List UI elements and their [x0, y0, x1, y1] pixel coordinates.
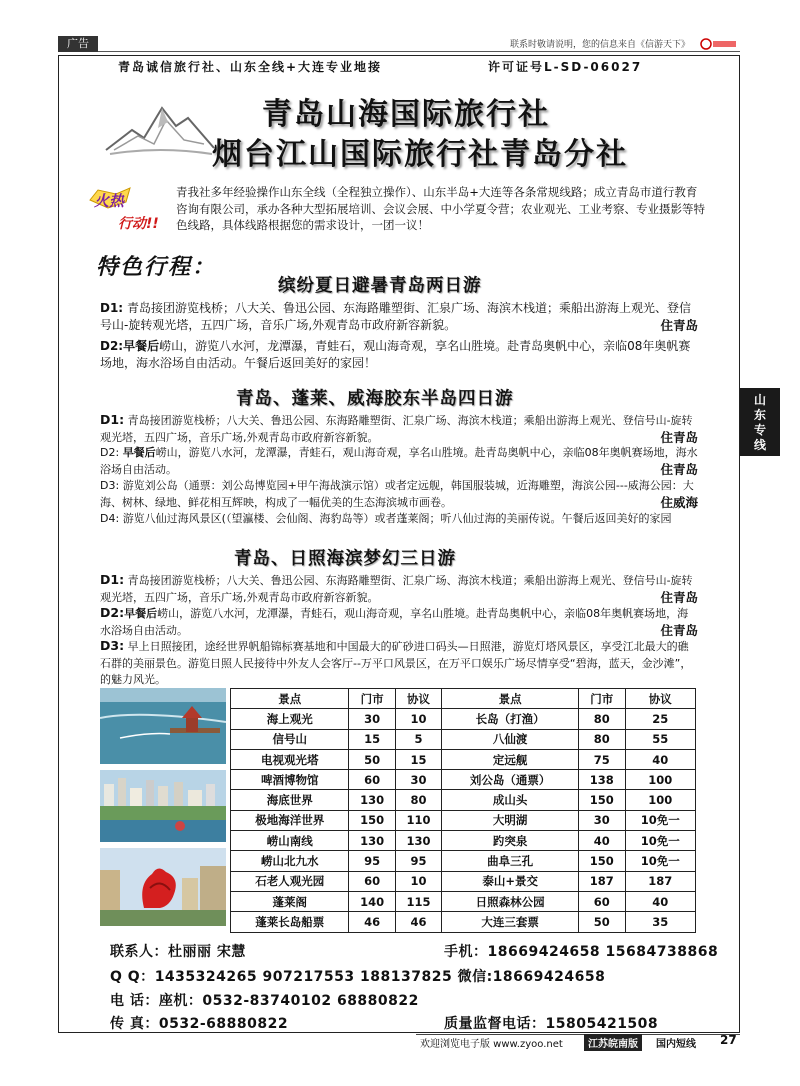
day-lead: 早餐后	[123, 339, 160, 353]
table-cell: 60	[579, 891, 625, 911]
table-cell: 130	[349, 831, 395, 851]
table-row	[231, 709, 696, 729]
table-cell: 80	[395, 790, 441, 810]
contact-hotline	[444, 1013, 658, 1033]
table-cell: 46	[395, 912, 441, 932]
day-text: 青岛接团游览栈桥；八大关、鲁迅公园、东海路雕塑街、汇泉广场、海滨木栈道；乘船出游海上观光、登信号山-旋转观光塔，五四广场，音乐广场,外观青岛市政府新容新貌。	[100, 414, 693, 444]
route3-day1	[100, 572, 698, 606]
table-cell: 30	[349, 709, 395, 729]
day-lead: 早餐后	[122, 446, 156, 459]
badge-top-text: 火热	[94, 192, 125, 210]
table-cell: 极地海洋世界	[231, 810, 349, 830]
day-label: D2:	[100, 339, 124, 353]
table-cell: 35	[625, 912, 695, 932]
table-cell: 15	[395, 749, 441, 769]
header-cell: 协议	[625, 689, 695, 709]
side-tab-char: 专	[753, 423, 766, 437]
table-cell: 25	[625, 709, 695, 729]
table-row	[231, 749, 696, 769]
table-cell: 蓬莱阁	[231, 891, 349, 911]
header-cell: 门市	[579, 689, 625, 709]
photo-column	[100, 688, 226, 926]
table-row	[231, 851, 696, 871]
table-cell: 150	[579, 790, 625, 810]
route-title-1: 缤纷夏日避暑青岛两日游	[278, 276, 482, 296]
route1-day2	[100, 338, 698, 373]
route2-day4	[100, 511, 698, 528]
table-cell: 日照森林公园	[442, 891, 579, 911]
table-cell: 八仙渡	[442, 729, 579, 749]
stay-location: 住青岛	[660, 429, 698, 445]
day-label: D2:	[100, 446, 120, 459]
may-fourth-square-photo	[100, 848, 226, 926]
table-cell: 40	[625, 891, 695, 911]
table-cell: 长岛（打渔）	[442, 709, 579, 729]
table-cell: 趵突泉	[442, 831, 579, 851]
contact-qq	[110, 966, 605, 986]
phone-label: 电 话：	[110, 993, 159, 1009]
table-cell: 150	[349, 810, 395, 830]
table-cell: 60	[349, 770, 395, 790]
table-row	[231, 912, 696, 932]
tagline: 青岛诚信旅行社、山东全线+大连专业地接	[118, 60, 383, 74]
table-cell: 10免一	[625, 831, 695, 851]
side-tab-char: 线	[753, 438, 766, 452]
table-cell: 115	[395, 891, 441, 911]
city-coast-photo	[100, 770, 226, 842]
stay-location: 住青岛	[660, 318, 698, 334]
qq-numbers: 1435324265 907217553 188137825 微信:18669424658	[154, 969, 606, 985]
table-cell: 崂山南线	[231, 831, 349, 851]
table-row	[231, 831, 696, 851]
day-label: D1:	[100, 572, 125, 587]
table-row	[231, 891, 696, 911]
route2-day2	[100, 445, 698, 478]
table-cell: 95	[349, 851, 395, 871]
route3-day2	[100, 605, 698, 639]
day-lead: 早餐后	[124, 607, 158, 620]
table-cell: 50	[579, 912, 625, 932]
table-cell: 泰山+景交	[442, 871, 579, 891]
table-cell: 100	[625, 770, 695, 790]
table-cell: 蓬莱长岛船票	[231, 912, 349, 932]
table-cell: 187	[625, 871, 695, 891]
side-tab-shandong	[740, 388, 780, 456]
table-cell: 50	[349, 749, 395, 769]
table-cell: 10	[395, 709, 441, 729]
price-table-body	[231, 709, 696, 932]
feature-heading: 特色行程：	[96, 255, 217, 280]
table-cell: 定远舰	[442, 749, 579, 769]
table-cell: 海底世界	[231, 790, 349, 810]
agency-intro: 青我社多年经验操作山东全线（全程独立操作）、山东半岛+大连等各条常规线路；成立青岛市道行教育咨询有限公司，承办各种大型拓展培训、会议会展、中小学夏令营；农业观光、工业考察、专业摄影等特色线路，具体线路根据您的需求设计，一团一议！	[176, 185, 705, 232]
mobile-label: 手机：	[444, 944, 488, 960]
table-cell: 10	[395, 871, 441, 891]
people-label: 联系人：	[110, 944, 168, 960]
table-cell: 95	[395, 851, 441, 871]
side-tab-char: 东	[753, 408, 766, 422]
header-cell: 景点	[442, 689, 579, 709]
license-number: 许可证号L-SD-06027	[488, 60, 643, 74]
day-text: 早上日照接团，途经世界帆船锦标赛基地和中国最大的矿砂进口码头—日照港，游览灯塔风景区，享受江北最大的礁石群的美丽景色。游览日照人民接待中外友人会客厅--万平口风景区，在万平口娱乐广场尽情享受“碧海，蓝天，金沙滩”，的魅力风光。	[100, 640, 692, 686]
route-title-3: 青岛、日照海滨梦幻三日游	[234, 549, 456, 569]
route2-day3	[100, 478, 698, 511]
table-cell: 10免一	[625, 810, 695, 830]
table-cell: 大明湖	[442, 810, 579, 830]
mountain-logo-icon	[104, 100, 216, 162]
table-cell: 55	[625, 729, 695, 749]
table-cell: 46	[349, 912, 395, 932]
table-cell: 80	[579, 729, 625, 749]
side-tab-char: 山	[753, 393, 766, 407]
day-label: D3:	[100, 479, 120, 492]
day-label: D1:	[100, 412, 125, 427]
table-cell: 40	[625, 749, 695, 769]
route-title-2: 青岛、蓬莱、威海胶东半岛四日游	[236, 389, 514, 409]
hotline-label: 质量监督电话：	[444, 1016, 546, 1032]
stay-location: 住青岛	[660, 589, 698, 605]
route3-day3	[100, 638, 698, 689]
table-cell: 海上观光	[231, 709, 349, 729]
qq-label: Q Q：	[110, 969, 155, 985]
price-table	[230, 688, 696, 933]
table-cell: 100	[625, 790, 695, 810]
route2-day1	[100, 412, 698, 446]
header-cell: 协议	[395, 689, 441, 709]
hotline-number: 15805421508	[545, 1016, 659, 1032]
day-text: 崂山，游览八水河，龙潭瀑，青蛙石，观山海奇观，享名山胜境。赴青岛奥帆中心，亲临08年奥帆赛场地，海水浴场自由活动。午餐后返回美好的家园！	[100, 339, 691, 371]
day-label: D3:	[100, 638, 125, 653]
contact-fax	[110, 1013, 288, 1033]
hot-action-badge	[86, 186, 176, 242]
table-cell: 15	[349, 729, 395, 749]
contact-phone	[110, 990, 419, 1010]
table-cell: 130	[395, 831, 441, 851]
fax-number: 0532-68880822	[158, 1016, 289, 1032]
table-cell: 130	[349, 790, 395, 810]
table-row	[231, 790, 696, 810]
table-row	[231, 770, 696, 790]
ad-label: 广告	[58, 36, 98, 52]
contact-people	[110, 941, 246, 961]
table-cell: 40	[579, 831, 625, 851]
table-cell: 60	[349, 871, 395, 891]
table-cell: 成山头	[442, 790, 579, 810]
table-header-row	[231, 689, 696, 709]
table-cell: 187	[579, 871, 625, 891]
table-cell: 75	[579, 749, 625, 769]
day-label: D1:	[100, 301, 124, 315]
route1-day1	[100, 300, 698, 335]
day-text: 崂山，游览八水河，龙潭瀑，青蛙石，观山海奇观，享名山胜境。赴青岛奥帆中心，亲临08年奥帆赛场地，海水浴场自由活动。	[100, 607, 689, 637]
stay-location: 住青岛	[660, 461, 698, 477]
table-cell: 刘公岛（通票）	[442, 770, 579, 790]
day-text: 青岛接团游览栈桥；八大关、鲁迅公园、东海路雕塑街、汇泉广场、海滨木栈道；乘船出游海上观光、登信号山-旋转观光塔，五四广场，音乐广场,外观青岛市政府新容新貌。	[100, 574, 693, 604]
people-names: 杜丽丽 宋慧	[168, 944, 246, 960]
table-cell: 大连三套票	[442, 912, 579, 932]
day-text: 游览八仙过海风景区(（望瀛楼、会仙阁、海豹岛等）或者蓬莱阁；听八仙过海的美丽传说。午餐后返回美好的家园	[122, 512, 672, 525]
table-cell: 80	[579, 709, 625, 729]
page-number: 27	[720, 1033, 737, 1047]
table-cell: 崂山北九水	[231, 851, 349, 871]
footer-section: 国内短线	[656, 1039, 696, 1050]
agency-title-1: 青岛山海国际旅行社	[262, 97, 550, 132]
day-text: 崂山，游览八水河，龙潭瀑，青蛙石，观山海奇观，享名山胜境。赴青岛奥帆中心，亲临08年奥帆赛场地，海水浴场自由活动。	[100, 446, 698, 476]
table-cell: 曲阜三孔	[442, 851, 579, 871]
header-cell: 门市	[349, 689, 395, 709]
day-label: D4:	[100, 512, 120, 525]
table-cell: 信号山	[231, 729, 349, 749]
day-text: 游览刘公岛（通票：刘公岛博览园+甲午海战演示馆）或者定远舰，韩国服装城，近海雕塑，海滨公园---威海公园：大海、树林、绿地、鲜花相互辉映，构成了一幅优美的生态海滨城市画卷。	[100, 479, 694, 509]
badge-bottom-text: 行动!!	[118, 216, 159, 232]
table-cell: 110	[395, 810, 441, 830]
contact-mobile	[444, 941, 718, 961]
day-text: 青岛接团游览栈桥；八大关、鲁迅公园、东海路雕塑街、汇泉广场、海滨木栈道；乘船出游海上观光、登信号山-旋转观光塔，五四广场，音乐广场,外观青岛市政府新容新貌。	[100, 301, 691, 333]
fax-label: 传 真：	[110, 1016, 159, 1032]
table-cell: 30	[395, 770, 441, 790]
source-note: 联系时敬请说明，您的信息来自《信游天下》	[509, 40, 690, 50]
table-cell: 150	[579, 851, 625, 871]
day-label: D2:	[100, 605, 125, 620]
table-cell: 电视观光塔	[231, 749, 349, 769]
stay-location: 住威海	[660, 494, 698, 510]
table-cell: 140	[349, 891, 395, 911]
table-row	[231, 871, 696, 891]
header-cell: 景点	[231, 689, 349, 709]
publisher-logo	[700, 38, 738, 50]
table-row	[231, 810, 696, 830]
table-cell: 138	[579, 770, 625, 790]
table-cell: 30	[579, 810, 625, 830]
table-row	[231, 729, 696, 749]
table-cell: 5	[395, 729, 441, 749]
footer-site: 欢迎浏览电子版 www.zyoo.net	[420, 1039, 563, 1050]
phone-numbers: 座机：0532-83740102 68880822	[158, 993, 419, 1009]
stay-location: 住青岛	[660, 622, 698, 638]
agency-title-2: 烟台江山国际旅行社青岛分社	[212, 137, 628, 172]
table-cell: 石老人观光园	[231, 871, 349, 891]
footer-edition: 江苏皖南版	[584, 1034, 642, 1051]
pier-photo	[100, 688, 226, 764]
table-cell: 10免一	[625, 851, 695, 871]
table-cell: 啤酒博物馆	[231, 770, 349, 790]
mobile-numbers: 18669424658 15684738868	[487, 944, 719, 960]
